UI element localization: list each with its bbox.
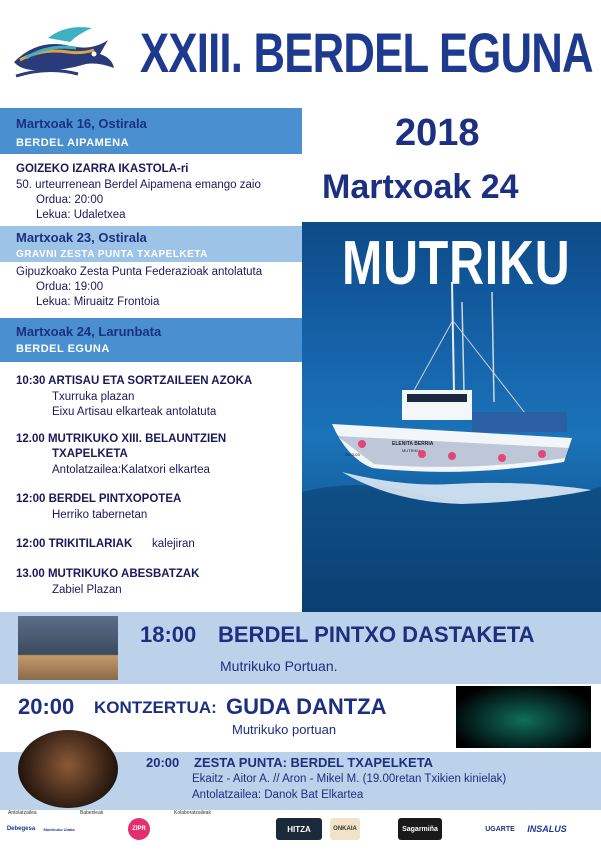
- day1-subheading: BERDEL AIPAMENA: [16, 137, 130, 149]
- day2-line3: Lekua: Miruaitz Frontoia: [36, 296, 160, 308]
- day1-line2: 50. urteurrenean Berdel Aipamena emango zaio: [16, 179, 261, 191]
- sponsor-ugarte: UGARTE: [485, 825, 515, 833]
- concert-title: GUDA DANTZA: [226, 694, 387, 719]
- zesta-players: Ekaitz - Aitor A. // Aron - Mikel M. (19.00retan Txikien kinielak): [192, 773, 507, 785]
- concert-label: KONTZERTUA:: [94, 698, 217, 717]
- day2-heading: Martxoak 23, Ostirala: [16, 230, 147, 245]
- day2-line1: Gipuzkoako Zesta Punta Federazioak antolatuta: [16, 266, 263, 278]
- zesta-time: 20:00: [146, 755, 180, 770]
- zesta-organizer: Antolatzailea: Danok Bat Elkartea: [192, 789, 364, 801]
- event5-title: 13.00 MUTRIKUKO ABESBATZAK: [16, 568, 200, 580]
- sponsor-label-collaborators: Kolaboratzaileak: [174, 810, 211, 816]
- day2-line2: Ordua: 19:00: [36, 281, 104, 293]
- sponsor-label-organizer: Antolatzailea: [8, 810, 37, 816]
- fish-logo-icon: [8, 18, 118, 88]
- sponsor-zipr: ZIPR: [128, 818, 150, 840]
- day3-subheading: BERDEL EGUNA: [16, 343, 110, 355]
- sponsor-sagarmina: Sagarmiña: [398, 818, 442, 840]
- sponsor-mutriku-udala: Mutrikuko Udala: [43, 826, 75, 832]
- town-name: MUTRIKU: [342, 229, 571, 298]
- event4-place: kalejiran: [152, 538, 195, 550]
- event2-title: 12.00 MUTRIKUKO XIII. BELAUNTZIEN: [16, 433, 227, 445]
- zesta-title: ZESTA PUNTA: BERDEL TXAPELKETA: [194, 755, 434, 770]
- pintxo-title: BERDEL PINTXO DASTAKETA: [218, 622, 535, 647]
- day1-line3: Ordua: 20:00: [36, 194, 104, 206]
- boat-name: ELENITA BERRIA: [392, 441, 434, 447]
- day1-heading: Martxoak 16, Ostirala: [16, 116, 147, 131]
- event-title: XXIII. BERDEL EGUNA: [140, 21, 593, 84]
- event-year: 2018: [395, 112, 480, 154]
- event5-place: Zabiel Plazan: [52, 584, 122, 596]
- event4-title: 12:00 TRIKITILARIAK: [16, 538, 133, 550]
- event3-title: 12:00 BERDEL PINTXOPOTEA: [16, 493, 182, 505]
- sponsor-debegesa: Debegesa: [6, 826, 36, 832]
- day3-heading: Martxoak 24, Larunbata: [16, 324, 162, 339]
- sponsor-insalus: INSALUS: [527, 824, 567, 834]
- event2-title-2: TXAPELKETA: [52, 448, 128, 460]
- event1-title: 10:30 ARTISAU ETA SORTZAILEEN AZOKA: [16, 375, 253, 387]
- concert-place: Mutrikuko portuan: [232, 722, 337, 737]
- boat-registration: SS-3-03: [345, 452, 360, 457]
- day1-line4: Lekua: Udaletxea: [36, 209, 126, 221]
- event3-place: Herriko tabernetan: [52, 509, 148, 521]
- event1-place: Txurruka plazan: [52, 391, 135, 403]
- pintxo-place: Mutrikuko Portuan.: [220, 658, 338, 674]
- band-photo: [456, 686, 591, 748]
- pintxo-photo: [18, 616, 118, 680]
- pintxo-time: 18:00: [140, 622, 197, 647]
- sponsor-onkaia: ONKAIA: [330, 818, 360, 840]
- sponsor-label-sponsors: Babesleak: [80, 810, 104, 816]
- event2-organizer: Antolatzailea:Kalatxori elkartea: [52, 464, 210, 476]
- boat-port: MUTRIKU: [402, 448, 421, 453]
- concert-time: 20:00: [18, 694, 75, 719]
- day1-line1: GOIZEKO IZARRA IKASTOLA-ri: [16, 163, 189, 175]
- sponsor-hitza: HITZA: [276, 818, 322, 840]
- zesta-photo: [18, 730, 118, 808]
- event-date: Martxoak 24: [322, 168, 519, 206]
- event1-organizer: Eixu Artisau elkarteak antolatuta: [52, 406, 217, 418]
- day2-subheading: GRAVNI ZESTA PUNTA TXAPELKETA: [16, 249, 208, 260]
